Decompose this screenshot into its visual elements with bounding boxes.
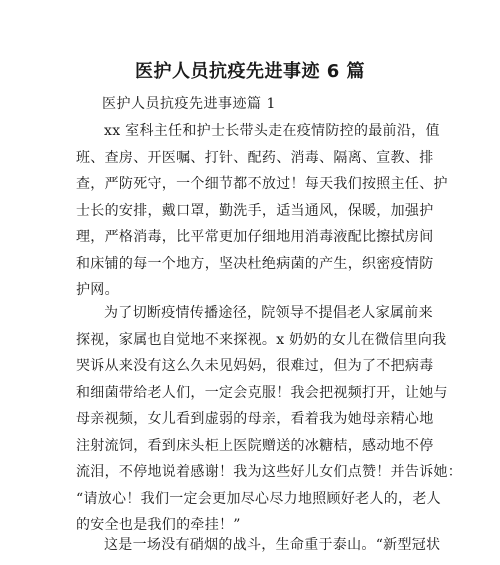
paragraph-line: 查，严防死守，一个细节都不放过！每天我们按照主任、护 [76, 176, 448, 192]
paragraph-1 [76, 118, 448, 304]
paragraph-line: 母亲视频，女儿看到虚弱的母亲，看着我为她母亲精心地 [76, 411, 434, 427]
paragraph-line: 和细菌带给老人们，一定会克服！我会把视频打开，让她与 [76, 384, 448, 401]
paragraph-line: 和床铺的每一个地方，坚决杜绝病菌的产生，织密疫情防 [76, 255, 434, 272]
section-subtitle: 医护人员抗疫先进事迹篇 1 [102, 96, 276, 112]
paragraph-line: “请放心！我们一定会更加尽心尽力地照顾好老人的，老人 [76, 490, 441, 507]
paragraph-line: 班、查房、开医嘱、打针、配药、消毒、隔离、宣教、排 [76, 149, 434, 166]
paragraph-line: 理，严格消毒，比平常更加仔细地用消毒液配比擦拭房间 [76, 229, 434, 245]
paragraph-line: 为了切断疫情传播途径，院领导不提倡老人家属前来 [104, 305, 433, 321]
paragraph-line: 探视，家属也自觉地不来探视。x 奶奶的女儿在微信里向我 [76, 331, 447, 348]
paragraph-line: 这是一场没有硝烟的战斗，生命重于泰山。“新型冠状 [104, 537, 441, 553]
document-title: 医护人员抗疫先进事迹 6 篇 [134, 61, 366, 82]
paragraph-line: 流泪，不停地说着感谢！我为这些好儿女们点赞！并告诉她： [76, 464, 463, 480]
paragraph-3 [76, 532, 441, 559]
paragraph-line: 士长的安排，戴口罩，勤洗手，适当通风，保暖，加强护 [76, 202, 434, 219]
paragraph-line: 注射流饲，看到床头柜上医院赠送的冰糖桔，感动地不停 [76, 437, 434, 454]
paragraph-2 [76, 300, 463, 539]
paragraph-line: 护网。 [76, 282, 119, 298]
paragraph-line: xx 室科主任和护士长带头走在疫情防控的最前沿，值 [104, 123, 440, 139]
paragraph-line: 的安全也是我们的牵挂！” [76, 517, 241, 533]
paragraph-line: 哭诉从来没有这么久未见妈妈，很难过，但为了不把病毒 [76, 358, 434, 374]
